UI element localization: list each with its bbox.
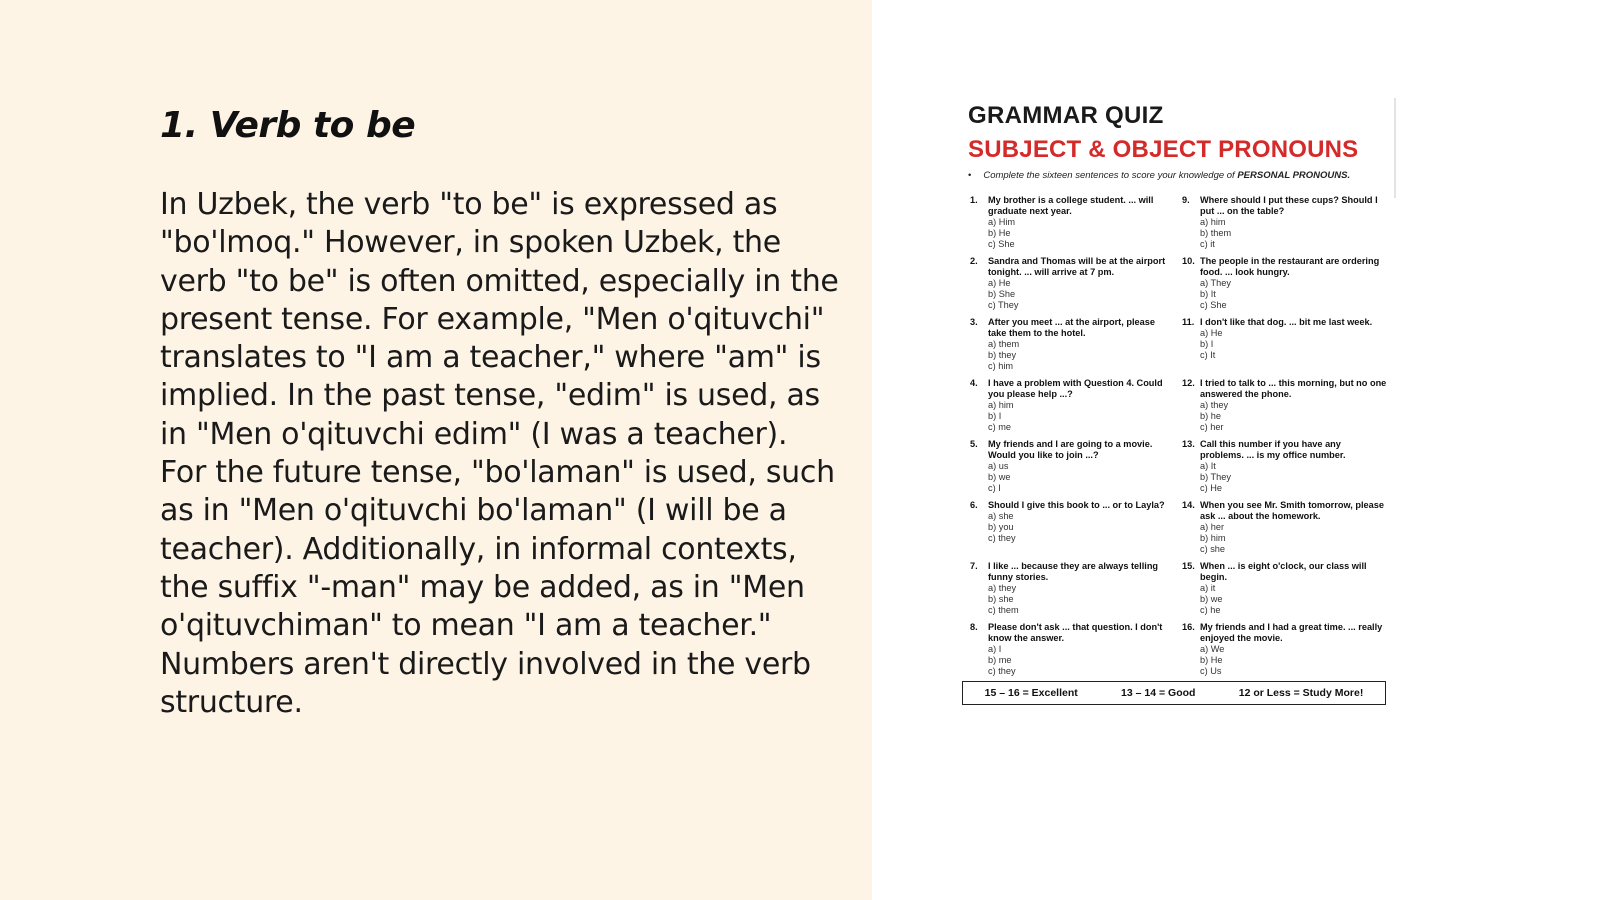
quiz-subtitle: SUBJECT & OBJECT PRONOUNS bbox=[968, 136, 1359, 163]
option-c: c) he bbox=[1200, 605, 1221, 615]
question-text: Where should I put these cups? Should I put ... on the table? bbox=[1200, 195, 1378, 216]
option-a: a) they bbox=[1200, 400, 1229, 410]
quiz-question bbox=[1182, 317, 1387, 378]
question-text: Should I give this book to ... or to Layla? bbox=[988, 500, 1165, 510]
question-text: Sandra and Thomas will be at the airport tonight. ... will arrive at 7 pm. bbox=[988, 256, 1166, 277]
score-study-more: 12 or Less = Study More! bbox=[1238, 687, 1364, 699]
option-b: b) me bbox=[988, 655, 1012, 665]
question-number: 10. bbox=[1182, 256, 1195, 266]
bullet-icon: • bbox=[968, 170, 972, 181]
option-a: a) He bbox=[1200, 328, 1223, 338]
score-legend bbox=[962, 681, 1386, 705]
option-c: c) him bbox=[988, 361, 1014, 371]
question-text: I like ... because they are always telling funny stories. bbox=[988, 561, 1159, 582]
question-text: My friends and I are going to a movie. Would you like to join ...? bbox=[988, 439, 1153, 460]
question-text: My friends and I had a great time. ... really enjoyed the movie. bbox=[1200, 622, 1383, 643]
option-a: a) they bbox=[988, 583, 1017, 593]
quiz-question bbox=[970, 439, 1175, 500]
quiz-instruction bbox=[968, 170, 1388, 181]
option-a: a) It bbox=[1200, 461, 1216, 471]
option-b: b) them bbox=[1200, 228, 1232, 238]
option-c: c) her bbox=[1200, 422, 1224, 432]
question-number: 13. bbox=[1182, 439, 1195, 449]
questions-right-column bbox=[1182, 195, 1387, 683]
question-number: 5. bbox=[970, 439, 978, 449]
quiz-question bbox=[1182, 439, 1387, 500]
score-good: 13 – 14 = Good bbox=[1121, 687, 1196, 699]
score-excellent: 15 – 16 = Excellent bbox=[984, 687, 1078, 699]
question-text: I don't like that dog. ... bit me last week. bbox=[1200, 317, 1373, 327]
option-c: c) them bbox=[988, 605, 1019, 615]
question-number: 9. bbox=[1182, 195, 1190, 205]
option-a: a) it bbox=[1200, 583, 1216, 593]
quiz-question bbox=[970, 561, 1175, 622]
question-number: 3. bbox=[970, 317, 978, 327]
option-a: a) her bbox=[1200, 522, 1225, 532]
option-c: c) She bbox=[1200, 300, 1227, 310]
option-b: b) you bbox=[988, 522, 1014, 532]
quiz-question bbox=[970, 378, 1175, 439]
option-b: b) It bbox=[1200, 289, 1216, 299]
option-b: b) They bbox=[1200, 472, 1231, 482]
question-text: When ... is eight o'clock, our class will begin. bbox=[1200, 561, 1367, 582]
instruction-emphasis: PERSONAL PRONOUNS. bbox=[1237, 170, 1351, 181]
quiz-question bbox=[1182, 195, 1387, 256]
option-a: a) she bbox=[988, 511, 1014, 521]
option-c: c) she bbox=[1200, 544, 1226, 554]
option-b: b) she bbox=[988, 594, 1014, 604]
grammar-quiz-worksheet bbox=[962, 98, 1392, 718]
question-number: 12. bbox=[1182, 378, 1195, 388]
option-b: b) She bbox=[988, 289, 1016, 299]
quiz-question bbox=[970, 195, 1175, 256]
quiz-question bbox=[970, 622, 1175, 683]
question-number: 11. bbox=[1182, 317, 1195, 327]
option-c: c) She bbox=[988, 239, 1015, 249]
instruction-text: Complete the sixteen sentences to score your knowledge of bbox=[983, 170, 1238, 181]
question-text: My brother is a college student. ... will graduate next year. bbox=[988, 195, 1154, 216]
question-number: 16. bbox=[1182, 622, 1195, 632]
quiz-question bbox=[1182, 256, 1387, 317]
question-text: When you see Mr. Smith tomorrow, please ask ... about the homework. bbox=[1200, 500, 1384, 521]
question-number: 14. bbox=[1182, 500, 1195, 510]
option-a: a) us bbox=[988, 461, 1009, 471]
option-c: c) I bbox=[988, 483, 1001, 493]
option-c: c) they bbox=[988, 666, 1016, 676]
question-number: 2. bbox=[970, 256, 978, 266]
question-text: I tried to talk to ... this morning, but no one answered the phone. bbox=[1200, 378, 1387, 399]
option-b: b) He bbox=[1200, 655, 1223, 665]
option-a: a) I bbox=[988, 644, 1002, 654]
quiz-question bbox=[970, 500, 1175, 561]
option-a: a) them bbox=[988, 339, 1020, 349]
quiz-question bbox=[1182, 378, 1387, 439]
question-text: Call this number if you have any problems. ... is my office number. bbox=[1200, 439, 1346, 460]
question-number: 4. bbox=[970, 378, 978, 388]
option-a: a) We bbox=[1200, 644, 1225, 654]
question-text: After you meet ... at the airport, please take them to the hotel. bbox=[988, 317, 1155, 338]
slide-title: 1. Verb to be bbox=[160, 105, 416, 146]
question-text: The people in the restaurant are ordering food. ... look hungry. bbox=[1200, 256, 1380, 277]
option-b: b) him bbox=[1200, 533, 1226, 543]
option-b: b) he bbox=[1200, 411, 1221, 421]
option-b: b) He bbox=[988, 228, 1011, 238]
quiz-question bbox=[970, 317, 1175, 378]
option-c: c) They bbox=[988, 300, 1019, 310]
option-b: b) we bbox=[988, 472, 1011, 482]
option-c: c) me bbox=[988, 422, 1011, 432]
option-b: b) we bbox=[1200, 594, 1223, 604]
quiz-question bbox=[1182, 561, 1387, 622]
option-a: a) Him bbox=[988, 217, 1016, 227]
option-c: c) they bbox=[988, 533, 1016, 543]
question-text: Please don't ask ... that question. I don't know the answer. bbox=[988, 622, 1163, 643]
quiz-question bbox=[1182, 622, 1387, 683]
option-c: c) He bbox=[1200, 483, 1222, 493]
question-text: I have a problem with Question 4. Could you please help ...? bbox=[988, 378, 1163, 399]
quiz-question bbox=[1182, 500, 1387, 561]
question-number: 6. bbox=[970, 500, 978, 510]
question-number: 8. bbox=[970, 622, 978, 632]
option-a: a) They bbox=[1200, 278, 1231, 288]
slide-body-text: In Uzbek, the verb "to be" is expressed as "bo'lmoq." However, in spoken Uzbek, the verb "to be" is often omitted, especially in the present tense. For example, "Men o'qituvchi" translates to "I am a teacher," where "am" is implied. In the past tense, "edim" is used, as in "Men o'qituvchi edim" (I was a teacher). For the future tense, "bo'laman" is used, such as in "Men o'qituvchi bo'laman" (I will be a teacher). Additionally, in informal contexts, the suffix "-man" may be added, as in "Men o'qituvchiman" to mean "I am a teacher." Numbers aren't directly involved in the verb structure. bbox=[160, 187, 839, 720]
option-b: b) they bbox=[988, 350, 1017, 360]
option-b: b) I bbox=[1200, 339, 1214, 349]
questions-left-column bbox=[970, 195, 1175, 683]
quiz-question bbox=[970, 256, 1175, 317]
option-a: a) him bbox=[988, 400, 1014, 410]
option-c: c) It bbox=[1200, 350, 1216, 360]
option-a: a) He bbox=[988, 278, 1011, 288]
question-number: 7. bbox=[970, 561, 978, 571]
option-a: a) him bbox=[1200, 217, 1226, 227]
option-c: c) it bbox=[1200, 239, 1215, 249]
question-number: 1. bbox=[970, 195, 978, 205]
option-b: b) I bbox=[988, 411, 1002, 421]
question-number: 15. bbox=[1182, 561, 1195, 571]
quiz-title: GRAMMAR QUIZ bbox=[968, 102, 1164, 129]
worksheet-edge bbox=[1394, 98, 1396, 198]
option-c: c) Us bbox=[1200, 666, 1222, 676]
